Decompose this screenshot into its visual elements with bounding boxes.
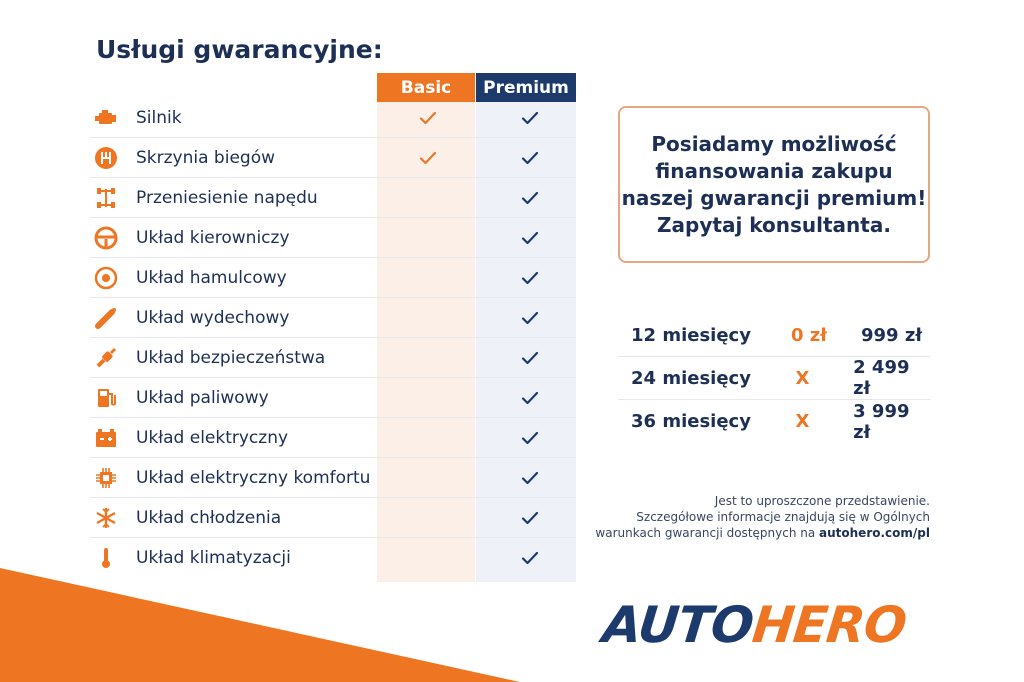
thermometer-icon — [92, 544, 120, 572]
fuel-pump-icon — [92, 384, 120, 412]
battery-icon — [92, 424, 120, 452]
premium-check-icon — [520, 388, 540, 408]
note-line-3 — [595, 525, 930, 541]
price-row — [618, 314, 930, 357]
note-line-3-prefix: warunkach gwarancji dostępnych na — [595, 526, 820, 540]
premium-check-icon — [520, 108, 540, 128]
premium-check-icon — [520, 308, 540, 328]
feature-label: Układ chłodzenia — [136, 507, 282, 528]
drivetrain-icon — [92, 184, 120, 212]
feature-label: Układ paliwowy — [136, 387, 269, 408]
feature-label: Silnik — [136, 107, 182, 128]
brake-disc-icon — [92, 264, 120, 292]
disclaimer-note — [595, 493, 930, 541]
price-duration: 36 miesięcy — [631, 411, 751, 432]
premium-column-header: Premium — [476, 73, 576, 102]
price-premium: 999 zł — [861, 324, 922, 346]
price-duration: 12 miesięcy — [631, 324, 751, 346]
promo-line-2: finansowania zakupu — [655, 158, 893, 183]
price-basic: X — [795, 411, 810, 432]
premium-check-icon — [520, 508, 540, 528]
premium-check-icon — [520, 148, 540, 168]
feature-table — [90, 98, 576, 578]
feature-row — [90, 458, 576, 498]
snowflake-icon — [92, 504, 120, 532]
feature-row — [90, 98, 576, 138]
price-premium: 2 499 zł — [853, 357, 910, 399]
premium-check-icon — [520, 468, 540, 488]
feature-label: Układ elektryczny — [136, 427, 289, 448]
basic-column-header: Basic — [377, 73, 475, 102]
page-title: Usługi gwarancyjne: — [96, 35, 383, 64]
promo-line-1: Posiadamy możliwość — [651, 131, 897, 156]
premium-check-icon — [520, 268, 540, 288]
feature-row — [90, 138, 576, 178]
promo-line-4: Zapytaj konsultanta. — [657, 212, 891, 237]
feature-row — [90, 298, 576, 338]
steering-wheel-icon — [92, 224, 120, 252]
basic-check-icon — [418, 108, 438, 128]
price-duration: 24 miesięcy — [631, 367, 751, 389]
feature-row — [90, 218, 576, 258]
feature-row — [90, 498, 576, 538]
feature-row — [90, 258, 576, 298]
feature-label: Układ hamulcowy — [136, 267, 287, 288]
engine-icon — [92, 104, 120, 132]
feature-row — [90, 338, 576, 378]
promo-box — [618, 106, 930, 263]
price-premium: 3 999 zł — [853, 400, 910, 443]
feature-row — [90, 378, 576, 418]
feature-label: Przeniesienie napędu — [136, 187, 318, 208]
gearbox-icon — [92, 144, 120, 172]
promo-text — [622, 131, 927, 239]
feature-row — [90, 418, 576, 458]
price-table — [618, 314, 930, 443]
feature-label: Układ bezpieczeństwa — [136, 347, 326, 368]
promo-line-3: naszej gwarancji premium! — [621, 185, 927, 210]
premium-check-icon — [520, 228, 540, 248]
feature-label: Układ kierowniczy — [136, 227, 290, 248]
feature-label: Układ elektryczny komfortu — [136, 467, 371, 488]
premium-check-icon — [520, 348, 540, 368]
price-row — [618, 357, 930, 400]
note-line-1: Jest to uproszczone przedstawienie. — [714, 494, 930, 508]
price-basic: 0 zł — [791, 324, 827, 346]
logo-hero: HERO — [749, 596, 909, 654]
basic-check-icon — [418, 148, 438, 168]
autohero-link[interactable]: autohero.com/pl — [819, 526, 930, 540]
feature-row — [90, 538, 576, 578]
note-line-2: Szczegółowe informacje znajdują się w Ogólnych — [636, 510, 930, 524]
premium-check-icon — [520, 548, 540, 568]
feature-row — [90, 178, 576, 218]
price-row — [618, 400, 930, 443]
feature-label: Skrzynia biegów — [136, 147, 275, 168]
premium-check-icon — [520, 428, 540, 448]
feature-label: Układ klimatyzacji — [136, 548, 291, 568]
price-basic: X — [795, 367, 810, 389]
chip-icon — [92, 464, 120, 492]
autohero-logo — [600, 596, 909, 654]
seatbelt-icon — [92, 344, 120, 372]
premium-check-icon — [520, 188, 540, 208]
exhaust-icon — [92, 304, 120, 332]
feature-label: Układ wydechowy — [136, 307, 290, 328]
logo-auto: AUTO — [599, 596, 756, 654]
